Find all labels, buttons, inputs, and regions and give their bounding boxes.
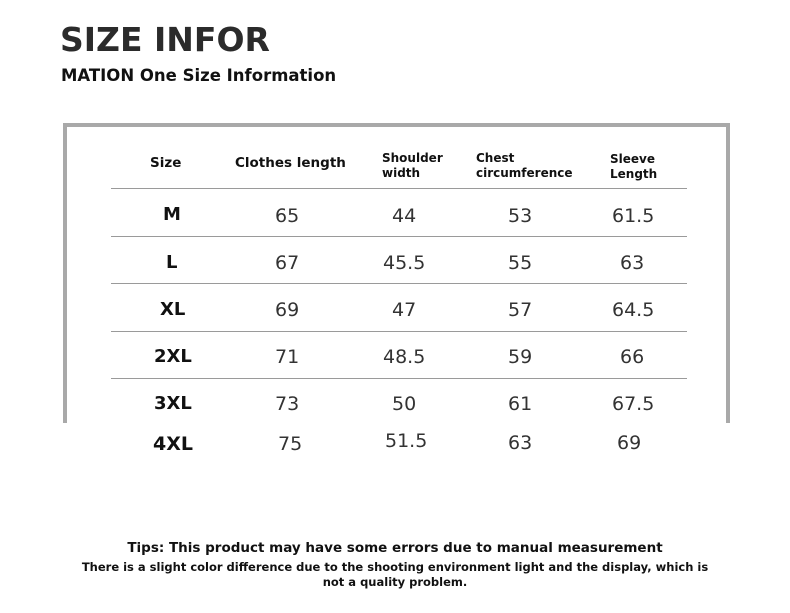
clothes-length-value: 69 xyxy=(275,299,300,321)
disclaimer-line1: There is a slight color difference due to the shooting environment light and the display, which is xyxy=(81,560,709,574)
header-chest-circumference xyxy=(476,151,573,181)
header-sleeve-line2: Length xyxy=(610,167,658,181)
sleeve-length-value: 63 xyxy=(620,252,645,274)
shoulder-width-value: 47 xyxy=(392,299,417,321)
clothes-length-value: 75 xyxy=(278,433,303,455)
header-shoulder-line2: width xyxy=(382,166,421,180)
row-divider xyxy=(111,236,687,237)
shoulder-width-value: 48.5 xyxy=(383,346,426,368)
header-sleeve-line1: Sleeve xyxy=(610,152,655,166)
sleeve-length-value: 61.5 xyxy=(612,205,655,227)
size-label: M xyxy=(163,204,181,225)
chest-value: 55 xyxy=(508,252,533,274)
shoulder-width-value: 51.5 xyxy=(385,430,428,452)
row-divider xyxy=(111,283,687,284)
disclaimer-line2: not a quality problem. xyxy=(322,575,468,589)
chest-value: 63 xyxy=(508,432,533,454)
header-chest-line1: Chest xyxy=(476,151,515,165)
header-size: Size xyxy=(150,155,182,171)
sleeve-length-value: 69 xyxy=(617,432,642,454)
sleeve-length-value: 64.5 xyxy=(612,299,655,321)
shoulder-width-value: 50 xyxy=(392,393,417,415)
header-shoulder-width xyxy=(382,151,443,181)
chest-value: 61 xyxy=(508,393,533,415)
header-shoulder-line1: Shoulder xyxy=(382,151,443,165)
clothes-length-value: 71 xyxy=(275,346,300,368)
chest-value: 59 xyxy=(508,346,533,368)
sleeve-length-value: 66 xyxy=(620,346,645,368)
tips-line: Tips: This product may have some errors due to manual measurement xyxy=(127,540,663,556)
size-label: L xyxy=(166,252,178,273)
size-label: 2XL xyxy=(154,346,192,367)
header-chest-line2: circumference xyxy=(476,166,573,180)
row-divider xyxy=(111,188,687,189)
shoulder-width-value: 44 xyxy=(392,205,417,227)
clothes-length-value: 73 xyxy=(275,393,300,415)
size-label: 4XL xyxy=(153,433,193,455)
chest-value: 53 xyxy=(508,205,533,227)
row-divider xyxy=(111,331,687,332)
header-sleeve-length xyxy=(610,152,657,182)
row-divider xyxy=(111,378,687,379)
sleeve-length-value: 67.5 xyxy=(612,393,655,415)
size-label: 3XL xyxy=(154,393,192,414)
clothes-length-value: 67 xyxy=(275,252,300,274)
header-clothes-length: Clothes length xyxy=(235,155,346,171)
size-label: XL xyxy=(160,299,186,320)
disclaimer-text xyxy=(0,560,790,590)
page-title: SIZE INFOR xyxy=(60,20,270,59)
page-subtitle: MATION One Size Information xyxy=(61,66,337,85)
clothes-length-value: 65 xyxy=(275,205,300,227)
shoulder-width-value: 45.5 xyxy=(383,252,426,274)
chest-value: 57 xyxy=(508,299,533,321)
